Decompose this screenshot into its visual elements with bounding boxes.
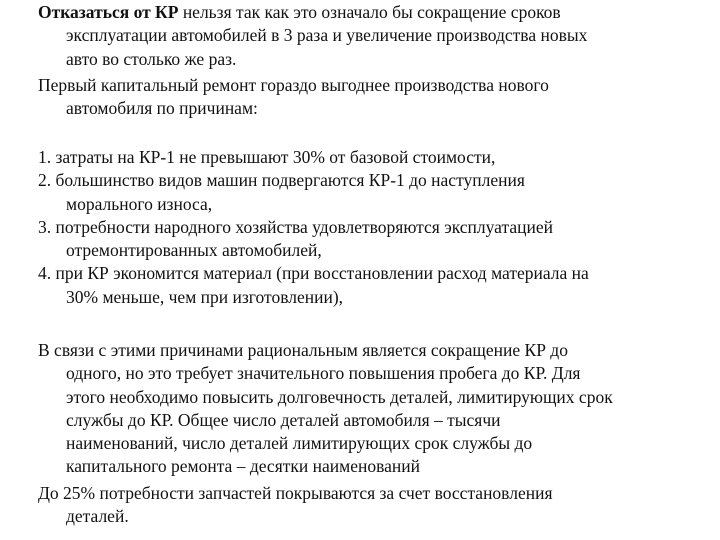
paragraph-refusal-text-1: нельзя так как это означало бы сокращение сроков — [178, 2, 561, 22]
reason-item-2 — [38, 169, 698, 216]
paragraph-rational-line-5: наименований, число деталей лимитирующих срок службы до — [66, 433, 533, 454]
reason-item-3-line-1: 3. потребности народного хозяйства удовлетворяются эксплуатацией — [38, 216, 553, 237]
paragraph-spare-parts — [38, 482, 698, 529]
paragraph-first-overhaul-line-2: автомобиля по причинам: — [66, 98, 258, 119]
reasons-list — [38, 146, 698, 309]
paragraph-refusal-line-3: авто во столько же раз. — [66, 48, 237, 69]
paragraph-rational-line-4: службы до КР. Общее число деталей автомобиля – тысячи — [66, 409, 501, 430]
reason-item-4-line-2: 30% меньше, чем при изготовлении), — [66, 286, 344, 307]
paragraph-spare-parts-line-2: деталей. — [66, 506, 129, 527]
paragraph-spare-parts-line-1: До 25% потребности запчастей покрываются за счет восстановления — [38, 483, 553, 503]
paragraph-refusal-line-1 — [38, 1, 698, 24]
reason-item-4 — [38, 262, 698, 309]
paragraph-first-overhaul-line-1: Первый капитальный ремонт гораздо выгоднее производства нового — [38, 75, 549, 95]
reason-item-4-line-1: 4. при КР экономится материал (при восстановлении расход материала на — [38, 263, 589, 284]
reason-item-3 — [38, 216, 698, 263]
paragraph-refusal — [38, 1, 698, 71]
reason-item-1 — [38, 146, 698, 169]
paragraph-rational-line-2: одного, но это требует значительного повышения пробега до КР. Для — [66, 363, 581, 384]
reason-item-2-line-1: 2. большинство видов машин подвергаются КР-1 до наступления — [38, 170, 525, 191]
bold-lead: Отказаться от КР — [38, 2, 179, 22]
paragraph-rational-line-3: этого необходимо повысить долговечность деталей, лимитирующих срок — [66, 386, 613, 407]
reason-item-2-line-2: морального износа, — [66, 193, 213, 214]
paragraph-refusal-line-2: эксплуатации автомобилей в 3 раза и увеличение производства новых — [66, 25, 588, 46]
paragraph-rational-line-6: капитального ремонта – десятки наименований — [66, 456, 420, 477]
reason-item-1-line-1: 1. затраты на КР-1 не превышают 30% от базовой стоимости, — [38, 147, 496, 167]
reason-item-3-line-2: отремонтированных автомобилей, — [66, 240, 322, 261]
paragraph-rational-line-1: В связи с этими причинами рациональным является сокращение КР до — [38, 340, 568, 360]
paragraph-first-overhaul — [38, 74, 698, 121]
paragraph-rational-reduction — [38, 339, 698, 479]
